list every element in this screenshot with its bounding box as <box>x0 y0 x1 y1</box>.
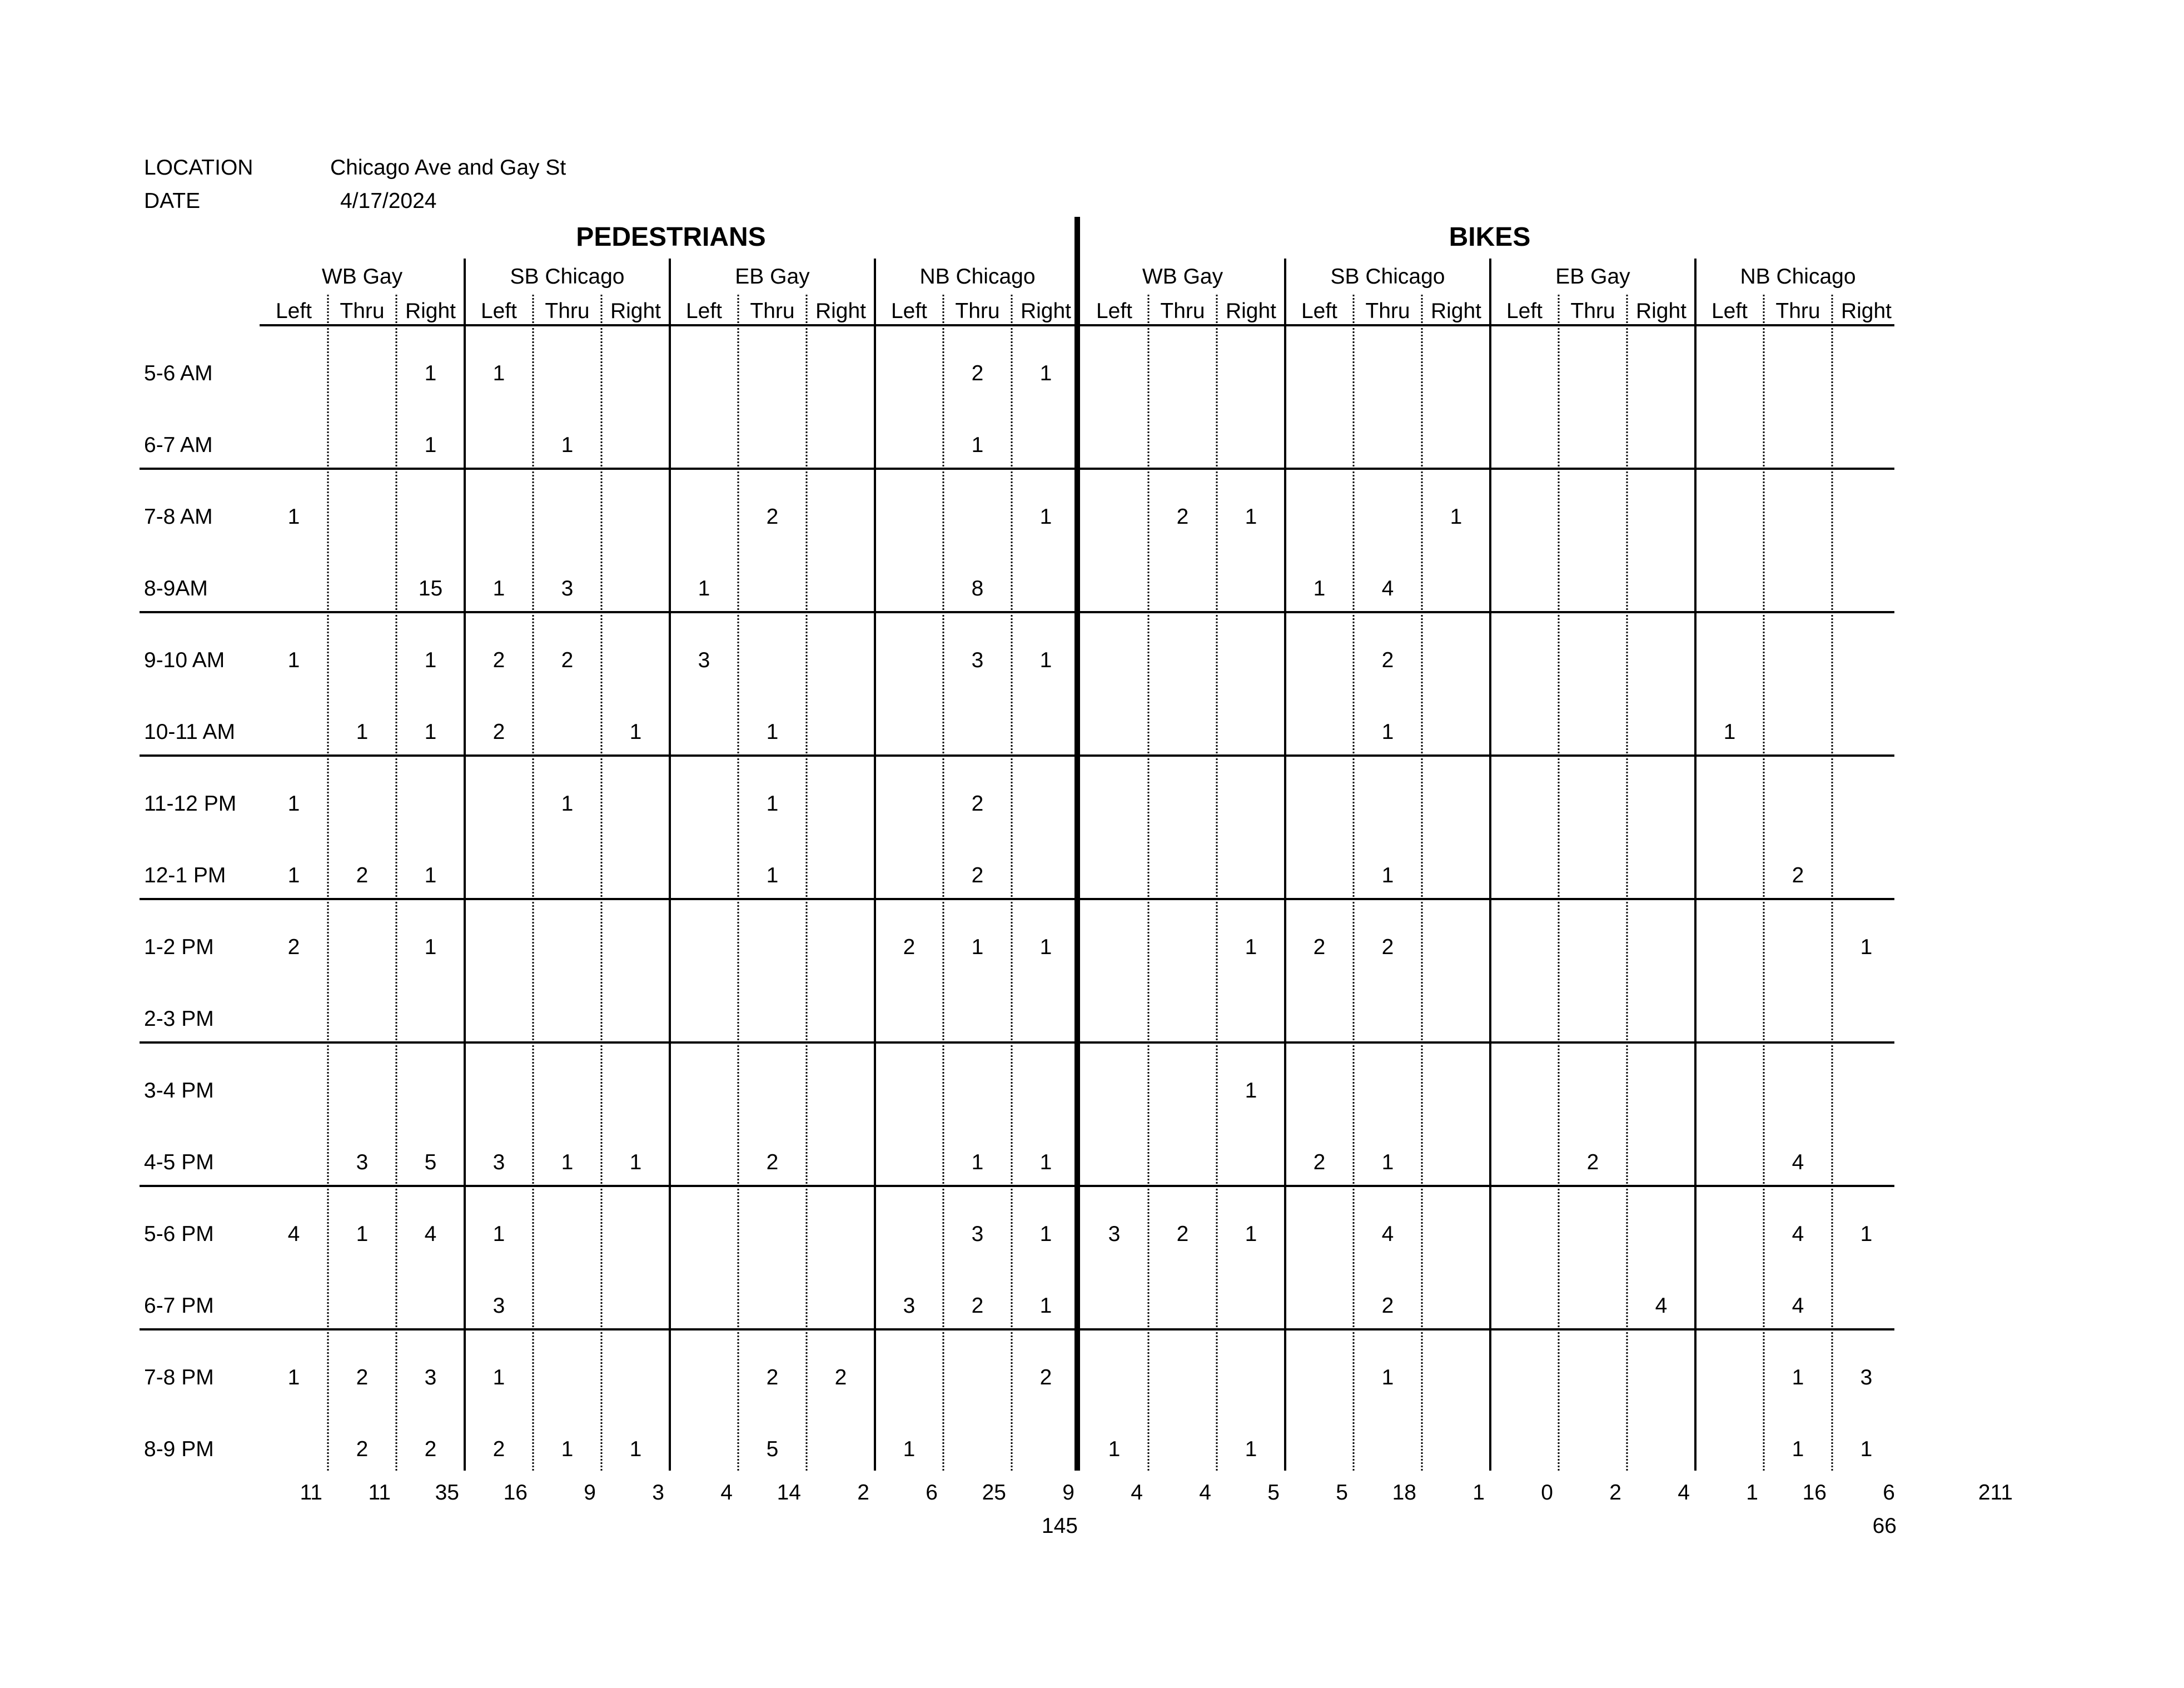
count-cell-ped: 1 <box>766 863 779 887</box>
count-cell-ped: 2 <box>1039 1366 1052 1389</box>
count-cell-bike: 4 <box>1792 1294 1804 1318</box>
count-cell-bike: 2 <box>1176 1222 1189 1246</box>
count-cell-ped: 2 <box>971 792 984 816</box>
count-cell-ped: 2 <box>766 1150 779 1174</box>
column-total-ped: 9 <box>584 1481 596 1505</box>
count-cell-ped: 15 <box>418 577 443 600</box>
count-cell-ped: 5 <box>424 1150 437 1174</box>
count-cell-ped: 1 <box>287 505 300 529</box>
count-cell-bike: 3 <box>1860 1366 1873 1389</box>
count-cell-ped: 8 <box>971 577 984 600</box>
time-period-label: 6-7 PM <box>144 1294 214 1318</box>
count-cell-ped: 3 <box>492 1150 505 1174</box>
pedestrian-total: 145 <box>1041 1514 1078 1538</box>
count-cell-bike: 1 <box>1245 935 1257 959</box>
movement-header-ped: Thru <box>750 299 795 323</box>
column-total-bike: 4 <box>1199 1481 1211 1505</box>
count-cell-ped: 2 <box>492 720 505 744</box>
location-label: LOCATION <box>144 156 253 180</box>
approach-header-ped: WB Gay <box>321 265 403 289</box>
bikes-title: BIKES <box>1449 222 1531 252</box>
movement-header-bike: Right <box>1225 299 1277 323</box>
count-cell-bike: 2 <box>1381 648 1394 672</box>
count-cell-ped: 1 <box>629 720 642 744</box>
count-cell-ped: 1 <box>1039 1222 1052 1246</box>
time-period-label: 7-8 PM <box>144 1366 214 1389</box>
count-cell-ped: 1 <box>971 935 984 959</box>
count-cell-bike: 1 <box>1860 935 1873 959</box>
count-cell-bike: 2 <box>1381 1294 1394 1318</box>
count-cell-ped: 1 <box>287 1366 300 1389</box>
movement-header-ped: Right <box>610 299 661 323</box>
count-cell-ped: 2 <box>971 863 984 887</box>
count-cell-ped: 1 <box>424 935 437 959</box>
count-cell-ped: 1 <box>287 863 300 887</box>
count-cell-ped: 1 <box>561 792 574 816</box>
movement-header-ped: Right <box>1020 299 1072 323</box>
count-cell-bike: 1 <box>1245 1079 1257 1103</box>
time-period-label: 10-11 AM <box>144 720 236 744</box>
column-total-bike: 6 <box>1883 1481 1895 1505</box>
count-cell-ped: 2 <box>356 1437 369 1461</box>
column-total-ped: 14 <box>777 1481 801 1505</box>
column-total-bike: 4 <box>1131 1481 1143 1505</box>
count-cell-ped: 1 <box>971 1150 984 1174</box>
count-cell-ped: 1 <box>1039 1294 1052 1318</box>
count-cell-ped: 1 <box>903 1437 916 1461</box>
count-cell-ped: 5 <box>766 1437 779 1461</box>
count-cell-ped: 2 <box>971 361 984 385</box>
count-cell-ped: 1 <box>424 720 437 744</box>
count-cell-ped: 2 <box>492 1437 505 1461</box>
approach-header-ped: EB Gay <box>735 265 810 289</box>
count-cell-ped: 1 <box>287 648 300 672</box>
count-cell-ped: 3 <box>971 648 984 672</box>
count-cell-bike: 1 <box>1245 505 1257 529</box>
movement-header-bike: Thru <box>1365 299 1410 323</box>
column-total-bike: 1 <box>1746 1481 1758 1505</box>
time-period-label: 2-3 PM <box>144 1007 214 1031</box>
date-label: DATE <box>144 189 201 213</box>
count-cell-ped: 3 <box>424 1366 437 1389</box>
movement-header-bike: Right <box>1840 299 1892 323</box>
count-cell-ped: 1 <box>356 1222 369 1246</box>
count-cell-bike: 1 <box>1381 720 1394 744</box>
time-period-label: 6-7 AM <box>144 433 213 457</box>
count-cell-ped: 3 <box>903 1294 916 1318</box>
movement-header-ped: Thru <box>955 299 1000 323</box>
movement-header-bike: Left <box>1711 299 1748 323</box>
count-cell-ped: 1 <box>561 1150 574 1174</box>
movement-header-ped: Left <box>685 299 723 323</box>
count-cell-bike: 2 <box>1313 935 1326 959</box>
movement-header-bike: Right <box>1430 299 1482 323</box>
count-cell-ped: 3 <box>561 577 574 600</box>
column-total-ped: 25 <box>982 1481 1006 1505</box>
count-cell-ped: 1 <box>492 577 505 600</box>
count-cell-ped: 2 <box>766 505 779 529</box>
movement-header-bike: Thru <box>1570 299 1615 323</box>
count-cell-ped: 2 <box>287 935 300 959</box>
count-cell-ped: 1 <box>766 792 779 816</box>
time-period-label: 9-10 AM <box>144 648 225 672</box>
count-cell-ped: 3 <box>698 648 710 672</box>
count-cell-ped: 1 <box>356 720 369 744</box>
time-period-label: 11-12 PM <box>144 792 237 816</box>
column-total-bike: 5 <box>1267 1481 1280 1505</box>
count-cell-ped: 2 <box>561 648 574 672</box>
count-cell-ped: 1 <box>492 1366 505 1389</box>
column-total-bike: 1 <box>1472 1481 1485 1505</box>
time-period-label: 8-9 PM <box>144 1437 214 1461</box>
count-cell-bike: 1 <box>1860 1222 1873 1246</box>
column-total-bike: 18 <box>1392 1481 1416 1505</box>
count-cell-bike: 4 <box>1381 1222 1394 1246</box>
approach-header-bike: EB Gay <box>1555 265 1630 289</box>
count-cell-bike: 1 <box>1860 1437 1873 1461</box>
movement-header-ped: Thru <box>340 299 385 323</box>
movement-header-ped: Right <box>405 299 456 323</box>
count-cell-ped: 2 <box>356 863 369 887</box>
count-cell-bike: 4 <box>1792 1150 1804 1174</box>
column-total-ped: 2 <box>857 1481 869 1505</box>
movement-header-ped: Left <box>890 299 928 323</box>
count-cell-bike: 4 <box>1792 1222 1804 1246</box>
count-cell-bike: 1 <box>1723 720 1736 744</box>
count-cell-ped: 4 <box>287 1222 300 1246</box>
grid-lines <box>140 259 1894 1471</box>
count-cell-bike: 2 <box>1586 1150 1599 1174</box>
count-cell-ped: 1 <box>492 1222 505 1246</box>
column-total-ped: 9 <box>1062 1481 1074 1505</box>
count-cell-ped: 2 <box>903 935 916 959</box>
count-cell-bike: 3 <box>1108 1222 1121 1246</box>
count-cell-bike: 2 <box>1313 1150 1326 1174</box>
count-cell-ped: 2 <box>492 648 505 672</box>
movement-header-ped: Left <box>275 299 312 323</box>
count-cell-ped: 1 <box>1039 1150 1052 1174</box>
count-cell-bike: 1 <box>1792 1366 1804 1389</box>
count-cell-bike: 1 <box>1108 1437 1121 1461</box>
count-cell-ped: 4 <box>424 1222 437 1246</box>
count-cell-bike: 4 <box>1655 1294 1668 1318</box>
time-period-label: 8-9AM <box>144 577 208 600</box>
time-period-label: 5-6 PM <box>144 1222 214 1246</box>
count-cell-ped: 1 <box>698 577 710 600</box>
count-cell-ped: 2 <box>971 1294 984 1318</box>
count-cell-ped: 1 <box>287 792 300 816</box>
approach-header-bike: NB Chicago <box>1740 265 1856 289</box>
count-cell-ped: 1 <box>971 433 984 457</box>
count-cell-ped: 1 <box>424 648 437 672</box>
count-cell-bike: 1 <box>1245 1222 1257 1246</box>
column-total-ped: 3 <box>652 1481 664 1505</box>
time-period-label: 4-5 PM <box>144 1150 214 1174</box>
movement-header-bike: Thru <box>1775 299 1820 323</box>
count-cell-bike: 1 <box>1792 1437 1804 1461</box>
count-cell-ped: 1 <box>424 433 437 457</box>
approach-header-ped: SB Chicago <box>510 265 625 289</box>
time-period-label: 12-1 PM <box>144 863 226 887</box>
count-cell-ped: 2 <box>834 1366 847 1389</box>
count-cell-bike: 1 <box>1245 1437 1257 1461</box>
approach-header-bike: SB Chicago <box>1330 265 1445 289</box>
count-cell-ped: 1 <box>629 1437 642 1461</box>
column-total-bike: 2 <box>1609 1481 1621 1505</box>
count-cell-ped: 1 <box>1039 648 1052 672</box>
movement-header-ped: Thru <box>545 299 590 323</box>
movement-header-ped: Right <box>815 299 867 323</box>
count-cell-ped: 2 <box>356 1366 369 1389</box>
column-total-bike: 0 <box>1541 1481 1553 1505</box>
count-cell-ped: 1 <box>1039 361 1052 385</box>
count-cell-ped: 1 <box>1039 505 1052 529</box>
grand-total: 211 <box>1978 1481 2013 1505</box>
count-cell-ped: 1 <box>492 361 505 385</box>
count-cell-ped: 1 <box>629 1150 642 1174</box>
bike-total: 66 <box>1872 1514 1897 1538</box>
movement-header-bike: Left <box>1301 299 1338 323</box>
count-cell-bike: 2 <box>1381 935 1394 959</box>
count-cell-ped: 1 <box>766 720 779 744</box>
count-cell-bike: 1 <box>1313 577 1326 600</box>
time-period-label: 3-4 PM <box>144 1079 214 1103</box>
time-period-label: 7-8 AM <box>144 505 213 529</box>
location-value: Chicago Ave and Gay St <box>330 156 566 180</box>
count-cell-ped: 1 <box>1039 935 1052 959</box>
approach-header-bike: WB Gay <box>1142 265 1223 289</box>
column-total-ped: 11 <box>300 1481 322 1505</box>
count-cell-bike: 1 <box>1381 1366 1394 1389</box>
column-total-bike: 16 <box>1802 1481 1827 1505</box>
section-divider <box>1074 217 1080 1471</box>
time-period-label: 5-6 AM <box>144 361 213 385</box>
column-total-ped: 4 <box>720 1481 733 1505</box>
count-cell-ped: 3 <box>356 1150 369 1174</box>
movement-header-bike: Thru <box>1160 299 1205 323</box>
count-cell-ped: 1 <box>424 863 437 887</box>
column-total-ped: 16 <box>503 1481 528 1505</box>
time-period-label: 1-2 PM <box>144 935 214 959</box>
count-cell-ped: 1 <box>561 1437 574 1461</box>
date-value: 4/17/2024 <box>340 189 437 213</box>
pedestrians-title: PEDESTRIANS <box>576 222 766 252</box>
count-cell-ped: 3 <box>492 1294 505 1318</box>
movement-header-bike: Right <box>1635 299 1687 323</box>
count-cell-ped: 1 <box>424 361 437 385</box>
count-cell-bike: 1 <box>1381 863 1394 887</box>
movement-header-bike: Left <box>1506 299 1543 323</box>
column-total-bike: 5 <box>1336 1481 1348 1505</box>
column-total-ped: 6 <box>926 1481 938 1505</box>
movement-header-ped: Left <box>480 299 518 323</box>
count-cell-bike: 1 <box>1450 505 1462 529</box>
count-cell-ped: 1 <box>561 433 574 457</box>
count-cell-bike: 4 <box>1381 577 1394 600</box>
count-cell-bike: 2 <box>1792 863 1804 887</box>
column-total-ped: 11 <box>368 1481 391 1505</box>
count-cell-bike: 2 <box>1176 505 1189 529</box>
count-cell-ped: 2 <box>766 1366 779 1389</box>
approach-header-ped: NB Chicago <box>919 265 1036 289</box>
movement-header-bike: Left <box>1096 299 1133 323</box>
count-cell-ped: 2 <box>424 1437 437 1461</box>
column-total-ped: 35 <box>435 1481 459 1505</box>
count-cell-bike: 1 <box>1381 1150 1394 1174</box>
column-total-bike: 4 <box>1678 1481 1690 1505</box>
count-cell-ped: 3 <box>971 1222 984 1246</box>
